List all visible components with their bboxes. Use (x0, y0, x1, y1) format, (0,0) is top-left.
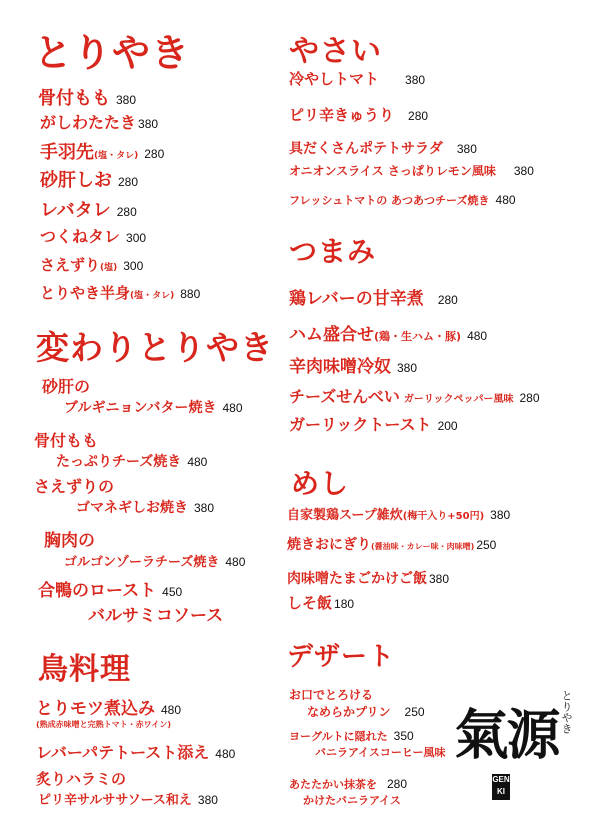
menu-item (40, 110, 158, 133)
item-name: とりやき半身 (40, 284, 131, 302)
section-title-tori: 鳥料理 (38, 652, 131, 687)
item-price: 380 (405, 73, 426, 87)
section-title-meshi: めし (291, 467, 350, 500)
item-name-line2: ゴルゴンゾーラチーズ焼き (64, 555, 220, 570)
item-name-line2: ブルギニョンバター焼き (64, 400, 217, 416)
item-note: ガーリックペッパー風味 (403, 394, 514, 405)
item-name: さえずり (40, 256, 101, 274)
item-name: レバーパテトースト添え (36, 743, 210, 762)
item-name: 鶏レバーの甘辛煮 (289, 289, 424, 309)
item-name-line2: ピリ辛サルササソース和え (38, 793, 192, 808)
menu-item (38, 576, 223, 626)
menu-item (40, 224, 146, 247)
item-name: 砂肝しお (40, 170, 112, 191)
item-name: 冷やしトマト (289, 70, 380, 88)
menu-item (44, 526, 245, 571)
item-price: 380 (397, 361, 418, 375)
menu-item (289, 384, 540, 407)
item-price: 380 (456, 142, 477, 156)
menu-item (289, 320, 487, 345)
item-price: 180 (334, 597, 355, 611)
menu-item (289, 352, 417, 377)
item-price: 480 (467, 329, 488, 343)
item-note: (塩・タレ) (130, 291, 175, 301)
item-name: オニオンスライス さっぱりレモン風味 (289, 164, 496, 178)
section-title-yasai: やさい (289, 34, 382, 69)
item-note: (塩) (100, 263, 118, 273)
item-price: 480 (187, 455, 208, 469)
item-price: 200 (437, 419, 458, 433)
item-name-line1: さえずりの (34, 477, 115, 496)
item-note: (熟成赤味噌と完熟トマト・赤ワイン) (36, 720, 172, 729)
item-name-line1: ヨーグルトに隠れた (289, 730, 388, 743)
menu-item (289, 412, 458, 435)
item-note: (醤油味・カレー味・肉味噌) (371, 542, 475, 551)
logo-main-text: 源氣 (446, 706, 562, 760)
item-name: 骨付もも (38, 88, 110, 109)
item-name: チーズせんべい (289, 387, 400, 406)
item-name: つくねタレ (40, 227, 121, 246)
item-name-line2: ゴマネギしお焼き (76, 500, 188, 516)
item-name: とりモツ煮込み (36, 699, 155, 719)
menu-item (289, 162, 534, 179)
item-note: (塩・タレ) (94, 151, 139, 161)
menu-item (289, 776, 407, 808)
item-price: 280 (118, 175, 139, 189)
item-price: 380 (197, 793, 218, 807)
section-title-dessert: デザート (287, 642, 396, 672)
item-name: フレッシュトマトの あつあつチーズ焼き (289, 194, 490, 207)
menu-item (36, 768, 218, 808)
item-price: 280 (387, 777, 408, 791)
menu-item (289, 192, 516, 208)
item-name-line1: 砂肝の (42, 377, 91, 396)
item-name-line1: あたたかい抹茶を (289, 778, 377, 791)
item-price: 280 (116, 205, 137, 219)
item-price: 880 (180, 287, 201, 301)
menu-item (287, 534, 496, 554)
item-name: 辛肉味噌冷奴 (289, 357, 391, 377)
item-note: (梅干入り+50円) (402, 511, 485, 522)
item-name: 手羽先 (40, 142, 94, 163)
item-price: 480 (161, 703, 182, 717)
item-name: ハム盛合せ (289, 325, 374, 345)
item-name-line2: かけたバニラアイス (303, 794, 401, 807)
item-name-line2: バニラアイスコーヒー風味 (315, 746, 446, 759)
item-price: 380 (138, 117, 159, 131)
item-price: 250 (476, 538, 497, 552)
menu-item (289, 686, 425, 720)
item-price: 280 (408, 109, 429, 123)
menu-item (36, 694, 181, 730)
item-name-line1: お口でとろける (289, 688, 374, 702)
menu-item (40, 254, 143, 275)
item-price: 380 (116, 93, 137, 107)
item-price: 380 (429, 572, 450, 586)
menu-item (36, 740, 235, 763)
item-price: 350 (393, 729, 414, 743)
menu-item (289, 728, 445, 760)
menu-item (40, 196, 137, 222)
item-name-line2: バルサミコソース (88, 606, 224, 626)
logo-kana-text: とりやき (560, 690, 573, 734)
item-name: レバタレ (40, 200, 111, 221)
item-price: 280 (519, 391, 540, 405)
menu-item (289, 104, 428, 125)
section-title-kawari: 変わりとりやき (36, 328, 274, 367)
item-price: 450 (162, 585, 183, 599)
menu-item (289, 138, 477, 158)
item-name-line1: 炙りハラミの (36, 770, 127, 788)
item-price: 480 (225, 555, 246, 569)
menu-item (42, 374, 243, 417)
item-price: 480 (495, 193, 516, 207)
item-name-line2: たっぷりチーズ焼き (56, 454, 182, 470)
item-price: 300 (123, 259, 144, 273)
item-price: 280 (144, 147, 165, 161)
item-price: 380 (513, 164, 534, 178)
item-name: ピリ辛きゅうり (289, 106, 395, 124)
menu-item (289, 68, 425, 89)
item-name-line1: 骨付もも (34, 431, 99, 450)
item-name: 自家製鶏スープ雑炊 (287, 508, 403, 523)
menu-item (40, 166, 138, 192)
item-name-line2: なめらかプリン (307, 705, 391, 719)
item-price: 300 (126, 231, 147, 245)
section-title-toriyaki: とりやき (34, 31, 191, 75)
menu-item (289, 284, 458, 309)
item-name-line1: 合鴨のロースト (38, 581, 157, 601)
item-price: 380 (194, 501, 215, 515)
item-name: しそ飯 (287, 594, 333, 612)
menu-item (34, 428, 207, 471)
item-price: 480 (222, 401, 243, 415)
menu-item (287, 504, 510, 523)
item-price: 380 (490, 508, 511, 522)
menu-item (287, 592, 354, 613)
item-price: 480 (215, 747, 236, 761)
item-name: がしわたたき (40, 113, 137, 132)
item-name: 焼きおにぎり (287, 537, 371, 553)
item-name-line1: 胸肉の (44, 531, 95, 551)
item-price: 250 (404, 705, 425, 719)
menu-item (34, 474, 214, 517)
menu-item (38, 84, 136, 110)
item-note: (鶏・生ハム・豚) (374, 330, 462, 343)
logo-seal: GEN KI (492, 774, 510, 800)
section-title-tsumami: つまみ (289, 235, 377, 268)
item-price: 280 (437, 293, 458, 307)
item-name: ガーリックトースト (289, 415, 432, 434)
menu-item (287, 568, 449, 588)
menu-item (40, 138, 164, 164)
menu-item (40, 282, 200, 303)
restaurant-logo (446, 690, 582, 810)
item-name: 肉味噌たまごかけご飯 (287, 571, 427, 587)
item-name: 具だくさんポテトサラダ (289, 141, 443, 157)
